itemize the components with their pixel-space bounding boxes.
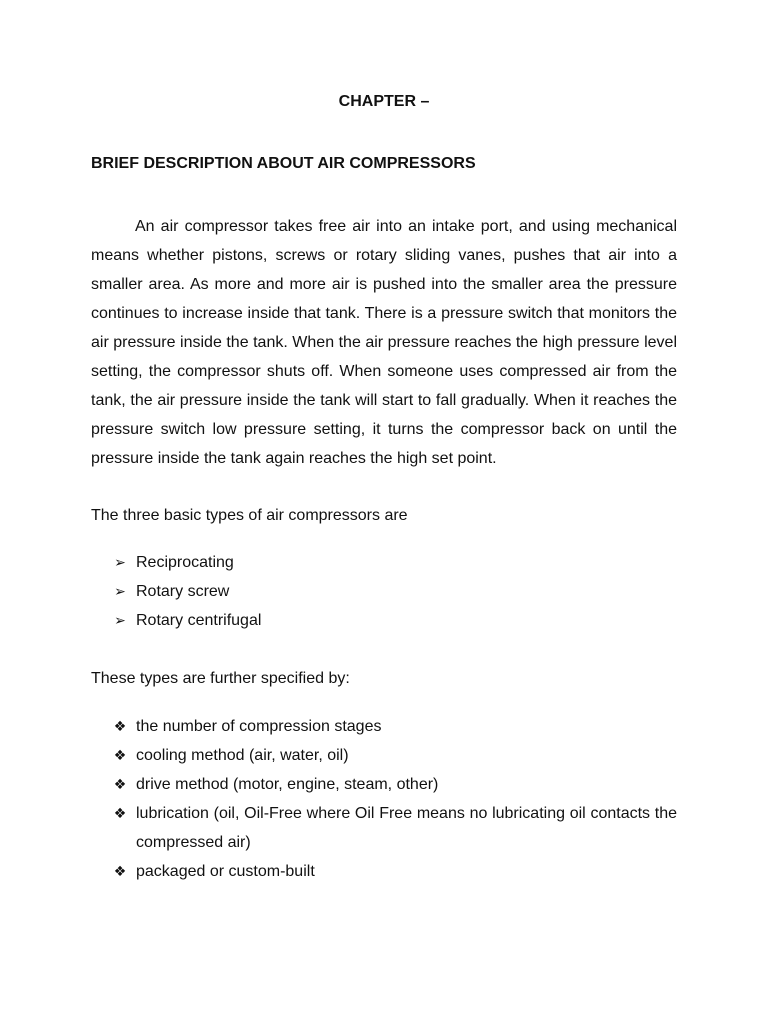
list-item xyxy=(91,548,677,577)
list-item-text: Rotary screw xyxy=(136,583,230,600)
list-item-text: lubrication (oil, Oil-Free where Oil Free means no lubricating oil contacts the compressed air) xyxy=(136,805,677,851)
compressor-types-list xyxy=(91,548,677,635)
list-item-text: cooling method (air, water, oil) xyxy=(136,747,349,764)
arrowhead-bullet-icon: ➢ xyxy=(114,583,126,599)
types-intro: The three basic types of air compressors are xyxy=(91,507,408,524)
list-item xyxy=(91,741,677,770)
list-item xyxy=(91,606,677,635)
list-item-text: the number of compression stages xyxy=(136,718,382,735)
list-item-text: Reciprocating xyxy=(136,554,234,571)
specification-list xyxy=(91,712,677,886)
list-item-text: drive method (motor, engine, steam, other) xyxy=(136,776,439,793)
diamond-bullet-icon: ❖ xyxy=(113,805,127,821)
diamond-bullet-icon: ❖ xyxy=(113,718,127,734)
arrowhead-bullet-icon: ➢ xyxy=(114,612,126,628)
diamond-bullet-icon: ❖ xyxy=(113,747,127,763)
chapter-title: CHAPTER – xyxy=(338,93,430,110)
list-item xyxy=(91,712,677,741)
arrowhead-bullet-icon: ➢ xyxy=(114,554,126,570)
diamond-bullet-icon: ❖ xyxy=(113,863,127,879)
list-item-text: packaged or custom-built xyxy=(136,863,315,880)
list-item xyxy=(91,577,677,606)
list-item-text: Rotary centrifugal xyxy=(136,612,262,629)
spec-intro: These types are further specified by: xyxy=(91,670,350,687)
list-item xyxy=(91,857,677,886)
list-item xyxy=(91,799,677,857)
diamond-bullet-icon: ❖ xyxy=(113,776,127,792)
body-paragraph: An air compressor takes free air into an intake port, and using mechanical means whether pistons, screws or rotary sliding vanes, pushes that air into a smaller area. As more and more air is pushed into the smaller area the pressure continues to increase inside that tank. There is a pressure switch that monitors the air pressure inside the tank. When the air pressure reaches the high pressure level setting, the compressor shuts off. When someone uses compressed air from the tank, the air pressure inside the tank will start to fall gradually. When it reaches the pressure switch low pressure setting, it turns the compressor back on until the pressure inside the tank again reaches the high set point. xyxy=(91,218,677,467)
section-heading: BRIEF DESCRIPTION ABOUT AIR COMPRESSORS xyxy=(91,155,476,172)
list-item xyxy=(91,770,677,799)
